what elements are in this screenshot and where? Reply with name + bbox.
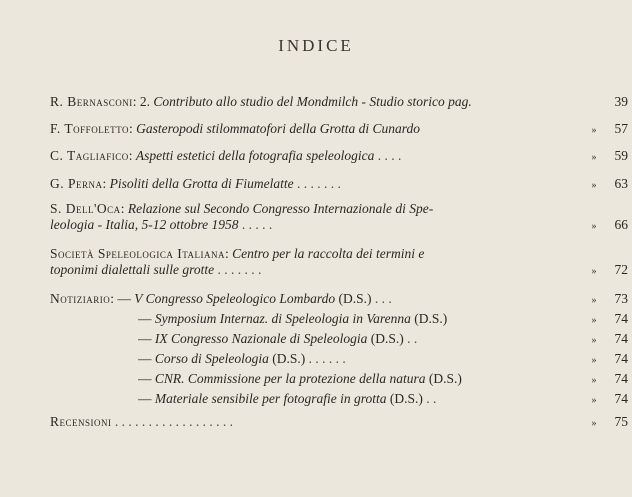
toc-entry-delloca (50, 201, 628, 233)
entry-separator: : (102, 176, 107, 191)
entry-note: (D.S.) (414, 311, 448, 326)
dash: — (138, 391, 152, 406)
entry-title-line-1: Relazione sul Secondo Congresso Internazionale di Spe- (127, 201, 434, 216)
leader-dots: . . (426, 391, 437, 406)
entry-page-number: 74 (614, 311, 628, 326)
toc-entry-perna (50, 176, 628, 192)
leader-dots: . . . . . . . . . . . . . . . . . . (114, 414, 234, 429)
ditto-mark: » (591, 395, 597, 406)
dash: — (138, 371, 152, 386)
leader-dots: . . . . (377, 148, 402, 163)
entry-page-number: 39 (614, 94, 628, 109)
entry-title: Corso di Speleologia (154, 351, 269, 366)
entry-page-number: 72 (614, 262, 628, 277)
leader-dots: . . . . . . (308, 351, 346, 366)
entry-title-line-2: toponimi dialettali sulle grotte (50, 262, 215, 277)
leader-dots: . . (407, 331, 418, 346)
ditto-mark: » (591, 266, 597, 277)
entry-note: (D.S.) (428, 371, 462, 386)
entry-page-number: 74 (614, 391, 628, 406)
toc-entry-ssi (50, 246, 628, 278)
entry-note: (D.S.) (272, 351, 306, 366)
ditto-mark: » (591, 180, 597, 191)
entry-title: Gasteropodi stilommatofori della Grotta di Cunardo (136, 121, 421, 136)
entry-author: S. Dell'Oca (50, 201, 121, 216)
dash: — (138, 311, 152, 326)
toc-entry-toffoletto (50, 121, 628, 137)
entry-title: Materiale sensibile per fotografie in grotta (154, 391, 387, 406)
entry-separator: : (225, 246, 229, 261)
entry-author: Società Speleologica Italiana (50, 246, 226, 261)
dash: — (138, 331, 152, 346)
section-label: Notiziario (50, 291, 111, 306)
dash: — (117, 291, 131, 306)
entry-page-number: 74 (614, 351, 628, 366)
toc-recensioni (50, 414, 628, 430)
entry-title: Aspetti estetici della fotografia speleologica (135, 148, 375, 163)
entry-title: V Congresso Speleologico Lombardo (134, 291, 336, 306)
entry-page-number: 75 (614, 414, 628, 429)
entry-note: (D.S.) (370, 331, 404, 346)
entry-author: R. Bernasconi (50, 94, 133, 109)
ditto-mark: » (591, 221, 597, 232)
entry-separator: : (129, 121, 133, 136)
leader-dots: . . . . . . . (217, 262, 262, 277)
ditto-mark: » (591, 375, 597, 386)
entry-page-number: 74 (614, 331, 628, 346)
entry-note: (D.S.) (338, 291, 372, 306)
entry-author: C. Tagliafico (50, 148, 129, 163)
leader-dots: . . . . . . . (297, 176, 341, 191)
ditto-mark: » (591, 125, 597, 136)
entry-author: F. Toffoletto (50, 121, 130, 136)
toc-notiziario (50, 291, 628, 407)
entry-title: IX Congresso Nazionale di Speleologia (154, 331, 368, 346)
entry-title-line-2: leologia - Italia, 5-12 ottobre 1958 (50, 217, 239, 232)
ditto-mark: » (591, 418, 597, 429)
toc-entry-tagliafico (50, 148, 628, 164)
leader-dots: . . . . . (241, 217, 273, 232)
entry-page-number: 63 (614, 176, 628, 191)
entry-separator: : (128, 148, 133, 163)
entry-title: Symposium Internaz. di Speleologia in Varenna (154, 311, 411, 326)
entry-author: G. Perna (50, 176, 103, 191)
page-abbrev: pag. (448, 94, 472, 109)
entry-title: CNR. Commissione per la protezione della natura (154, 371, 426, 386)
entry-title-line-1: Centro per la raccolta dei termini e (232, 246, 425, 261)
entry-separator: : 2. (132, 94, 151, 109)
ditto-mark: » (591, 315, 597, 326)
entry-page-number: 57 (614, 121, 628, 136)
ditto-mark: » (591, 295, 597, 306)
entry-note: (D.S.) (389, 391, 423, 406)
ditto-mark: » (591, 355, 597, 366)
leader-dots: . . . (374, 291, 392, 306)
ditto-mark: » (591, 335, 597, 346)
entry-page-number: 59 (614, 148, 628, 163)
entry-page-number: 74 (614, 371, 628, 386)
section-label: Recensioni (50, 414, 112, 429)
entry-separator: : (120, 201, 125, 216)
entry-title: Pisoliti della Grotta di Fiumelatte (109, 176, 294, 191)
entry-page-number: 66 (614, 217, 628, 232)
entry-separator: : (110, 291, 115, 306)
toc-entry-bernasconi (50, 94, 628, 110)
ditto-mark: » (591, 152, 597, 163)
entry-page-number: 73 (614, 291, 628, 306)
dash: — (138, 351, 152, 366)
entry-title: Contributo allo studio del Mondmilch - Studio storico (153, 94, 445, 109)
page-title: INDICE (278, 36, 354, 55)
